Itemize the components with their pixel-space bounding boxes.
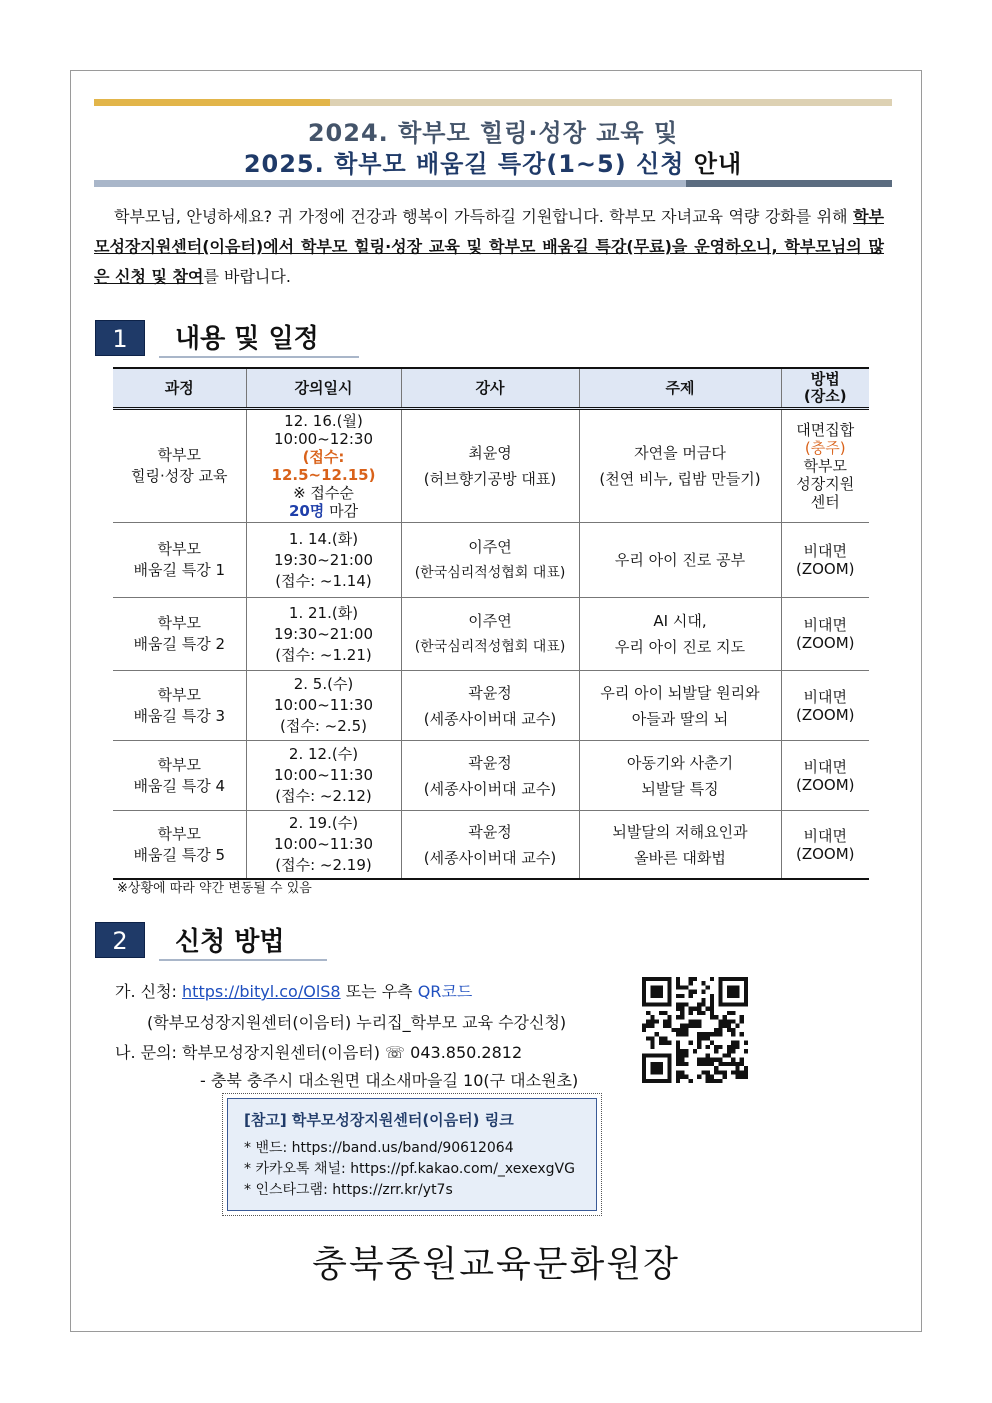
datetime-cell: 2. 5.(수) 10:00~11:30 (접수: ~2.5)	[246, 671, 401, 741]
table-row	[113, 671, 869, 741]
address-line: - 충북 충주시 대소원면 대소새마을길 10(구 대소원초)	[200, 1071, 579, 1090]
intro-emphasis: 학부모성장지원센터(이음터)에서 학부모 힐링·성장 교육 및 학부모 배움길 특강(무료)을 운영하오니, 학부모님의 많은 신청 및 참여	[94, 207, 884, 286]
topic-cell: 자연을 머금다 (천연 비누, 립밤 만들기)	[579, 409, 781, 523]
course-cell: 학부모 힐링·성장 교육	[113, 409, 246, 523]
reference-band-link: * 밴드: https://band.us/band/90612064	[244, 1140, 514, 1156]
title-top-bar	[94, 99, 892, 106]
instructor-cell: 곽윤정 (세종사이버대 교수)	[401, 811, 579, 880]
section-1-number: 1	[95, 320, 145, 356]
reference-title: [참고] 학부모성장지원센터(이음터) 링크	[244, 1111, 514, 1129]
topic-cell: 우리 아이 뇌발달 원리와 아들과 딸의 뇌	[579, 671, 781, 741]
title-line-2: 2025. 학부모 배움길 특강(1~5) 신청 안내	[243, 150, 743, 178]
course-cell: 학부모 배움길 특강 1	[113, 523, 246, 598]
col-header-datetime: 강의일시	[246, 368, 401, 409]
instructor-cell: 곽윤정 (세종사이버대 교수)	[401, 741, 579, 811]
datetime-cell: 2. 12.(수) 10:00~11:30 (접수: ~2.12)	[246, 741, 401, 811]
col-header-method: 방법 (장소)	[781, 368, 869, 409]
reference-box	[222, 1093, 602, 1216]
issuer-signature: 충북중원교육문화원장	[312, 1244, 680, 1285]
method-cell: 대면집합 (충주) 학부모 성장지원 센터	[781, 409, 869, 523]
datetime-cell: 12. 16.(월) 10:00~12:30 (접수: 12.5~12.15) ※ 접수순 20명 마감	[246, 409, 401, 523]
intro-paragraph: 학부모님, 안녕하세요? 귀 가정에 건강과 행복이 가득하길 기원합니다. 학부모 자녀교육 역량 강화를 위해 학부모성장지원센터(이음터)에서 학부모 힐링·성장 교육 및 학부모 배움길 특강(무료)을 운영하오니, 학부모님의 많은 신청 및 참여를 바랍니다.	[94, 207, 884, 286]
apply-line-1: 가. 신청: https://bityl.co/OlS8 또는 우측 QR코드	[115, 982, 473, 1001]
datetime-cell: 1. 21.(화) 19:30~21:00 (접수: ~1.21)	[246, 598, 401, 671]
course-cell: 학부모 배움길 특강 4	[113, 741, 246, 811]
inquiry-line: 나. 문의: 학부모성장지원센터(이음터) ☏ 043.850.2812	[115, 1043, 523, 1062]
title-line-1: 2024. 학부모 힐링·성장 교육 및	[307, 119, 679, 147]
section-2-number: 2	[95, 922, 145, 958]
table-row	[113, 811, 869, 880]
apply-line-2: (학부모성장지원센터(이음터) 누리집_학부모 교육 수강신청)	[147, 1013, 567, 1032]
instructor-cell: 곽윤정 (세종사이버대 교수)	[401, 671, 579, 741]
method-cell: 비대면 (ZOOM)	[781, 671, 869, 741]
title-bottom-bar	[94, 180, 892, 187]
schedule-table	[113, 367, 869, 880]
reference-kakao-link: * 카카오톡 채널: https://pf.kakao.com/_xexexgVG	[244, 1161, 575, 1177]
method-cell: 비대면 (ZOOM)	[781, 598, 869, 671]
instructor-cell: 이주연 (한국심리적성협회 대표)	[401, 523, 579, 598]
topic-cell: 아동기와 사춘기 뇌발달 특징	[579, 741, 781, 811]
col-header-instructor: 강사	[401, 368, 579, 409]
instructor-cell: 이주연 (한국심리적성협회 대표)	[401, 598, 579, 671]
table-row	[113, 409, 869, 523]
course-cell: 학부모 배움길 특강 2	[113, 598, 246, 671]
reference-instagram-link: * 인스타그램: https://zrr.kr/yt7s	[244, 1182, 453, 1198]
table-row	[113, 598, 869, 671]
method-cell: 비대면 (ZOOM)	[781, 811, 869, 880]
course-cell: 학부모 배움길 특강 3	[113, 671, 246, 741]
topic-cell: 뇌발달의 저해요인과 올바른 대화법	[579, 811, 781, 880]
qr-code-icon[interactable]	[642, 977, 748, 1083]
table-row	[113, 523, 869, 598]
instructor-cell: 최윤영 (허브향기공방 대표)	[401, 409, 579, 523]
topic-cell: 우리 아이 진로 공부	[579, 523, 781, 598]
col-header-course: 과정	[113, 368, 246, 409]
table-note: ※상황에 따라 약간 변동될 수 있음	[117, 881, 312, 896]
method-cell: 비대면 (ZOOM)	[781, 523, 869, 598]
course-cell: 학부모 배움길 특강 5	[113, 811, 246, 880]
table-header-row	[113, 368, 869, 409]
topic-cell: AI 시대, 우리 아이 진로 지도	[579, 598, 781, 671]
method-cell: 비대면 (ZOOM)	[781, 741, 869, 811]
table-row	[113, 741, 869, 811]
datetime-cell: 2. 19.(수) 10:00~11:30 (접수: ~2.19)	[246, 811, 401, 880]
apply-link[interactable]: https://bityl.co/OlS8	[182, 982, 341, 1001]
section-1-title: 내용 및 일정	[159, 318, 359, 358]
col-header-topic: 주제	[579, 368, 781, 409]
datetime-cell: 1. 14.(화) 19:30~21:00 (접수: ~1.14)	[246, 523, 401, 598]
section-2-title: 신청 방법	[159, 921, 327, 961]
